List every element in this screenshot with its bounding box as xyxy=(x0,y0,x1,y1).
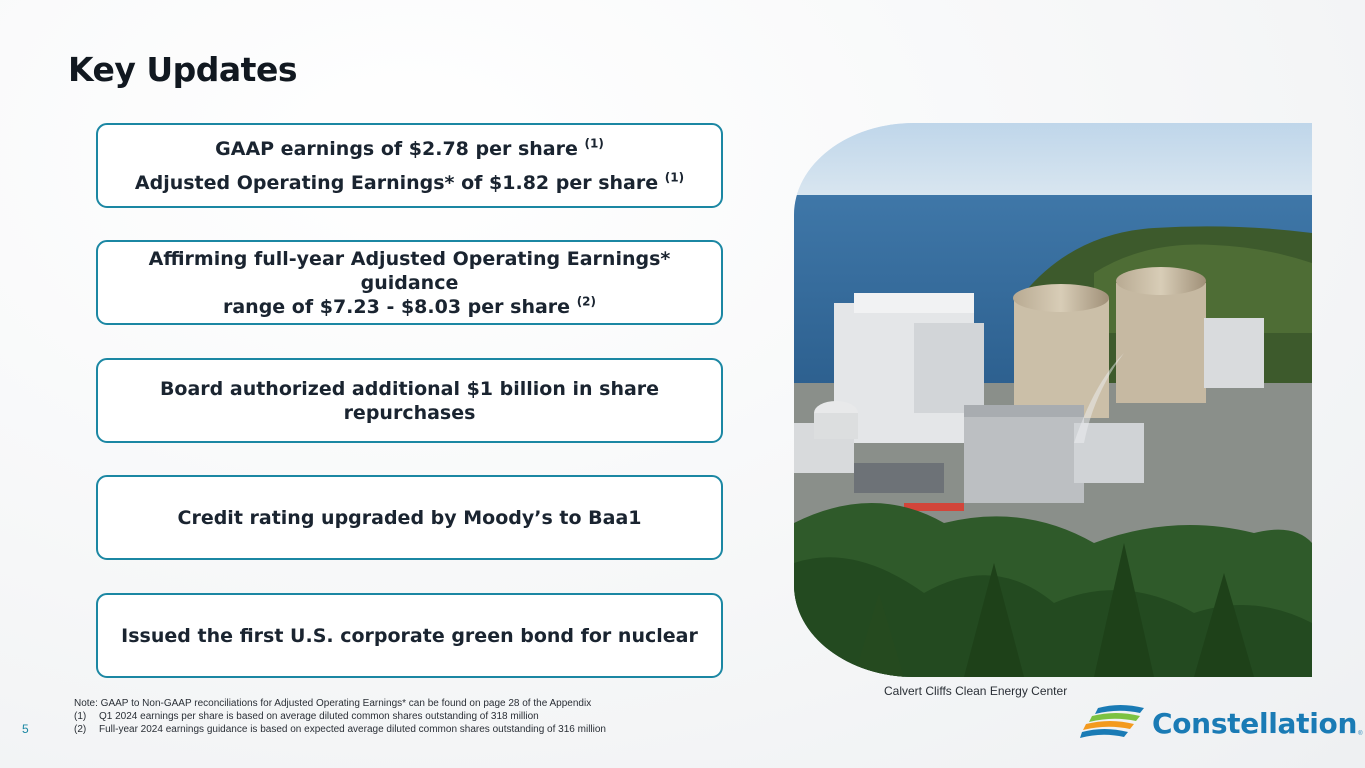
card-text: GAAP earnings of $2.78 per share xyxy=(215,137,578,160)
footnote-text: Q1 2024 earnings per share is based on average diluted common shares outstanding of 318 million xyxy=(99,711,539,722)
page-title: Key Updates xyxy=(68,50,297,89)
card-text: range of $7.23 - $8.03 per share xyxy=(222,295,571,318)
card-text: Affirming full-year Adjusted Operating Earnings* guidance xyxy=(148,247,671,294)
card-text: Adjusted Operating Earnings* of $1.82 per share xyxy=(134,171,659,194)
footnote-intro: Note: GAAP to Non-GAAP reconciliations for Adjusted Operating Earnings* can be found on page 28 of the Appendix xyxy=(74,698,592,709)
constellation-logo xyxy=(1080,701,1363,746)
footnote-ref: (1) xyxy=(664,170,685,185)
update-card-credit-rating xyxy=(96,475,723,560)
footnotes xyxy=(74,697,606,736)
page-number: 5 xyxy=(22,722,29,736)
constellation-logo-icon xyxy=(1080,704,1146,744)
footnote-item xyxy=(74,723,606,736)
card-line xyxy=(135,171,684,195)
card-text: Board authorized additional $1 billion in share repurchases xyxy=(159,377,660,424)
update-card-share-repurchase xyxy=(96,358,723,443)
footnote-number: (2) xyxy=(74,724,87,735)
card-line xyxy=(215,137,604,161)
footnote-ref: (1) xyxy=(584,136,604,151)
logo-wordmark: Constellation xyxy=(1152,707,1358,740)
card-text: Credit rating upgraded by Moody’s to Baa1 xyxy=(177,506,642,529)
update-card-green-bond xyxy=(96,593,723,678)
power-plant-photo xyxy=(794,123,1312,677)
footnote-text: Full-year 2024 earnings guidance is based on expected average diluted common shares outstanding of 316 million xyxy=(99,724,606,735)
footnote-number: (1) xyxy=(74,711,87,722)
registered-mark: ® xyxy=(1358,731,1363,737)
photo-caption: Calvert Cliffs Clean Energy Center xyxy=(884,684,1068,698)
footnote-ref: (2) xyxy=(576,294,597,309)
update-card-gaap-earnings xyxy=(96,123,723,208)
update-card-guidance xyxy=(96,240,723,325)
card-text: Issued the first U.S. corporate green bond for nuclear xyxy=(121,624,698,647)
card-line xyxy=(223,295,596,319)
footnote-item xyxy=(74,710,606,723)
